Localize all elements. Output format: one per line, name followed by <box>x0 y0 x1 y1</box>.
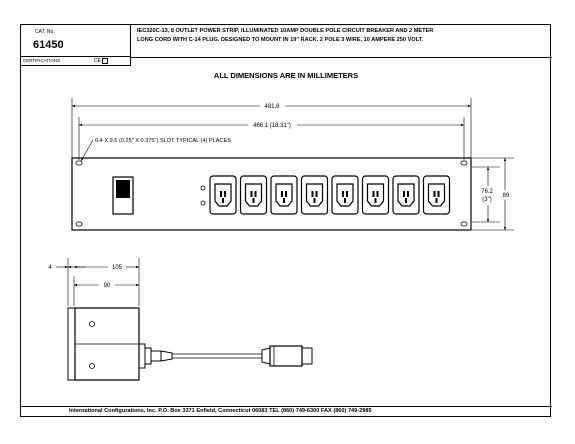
dimension-side-outer: 105 <box>111 265 123 271</box>
dimension-side-inner: 90 <box>103 283 111 289</box>
mount-slot-bottom-right <box>461 222 467 226</box>
outlet-4 <box>302 176 328 214</box>
dimension-side <box>56 258 139 306</box>
description-line-1: IEC320C-13, 8 OUTLET POWER STRIP, ILLUMINATED 10AMP DOUBLE POLE CIRCUIT BREAKER AND 2 METER <box>137 28 434 34</box>
dimension-overall-label: 481.6 <box>264 104 280 110</box>
circuit-breaker-rocker <box>116 180 130 198</box>
outlet-5 <box>332 176 358 214</box>
outlet-1 <box>210 176 236 214</box>
dimension-note: ALL DIMENSIONS ARE IN MILLIMETERS <box>213 71 359 80</box>
ce-mark: CE <box>94 58 101 64</box>
outlet-8 <box>424 176 450 214</box>
dimension-height-inner: 76.2 <box>481 189 493 195</box>
outlet-7 <box>393 176 419 214</box>
screw-top <box>201 186 205 190</box>
dimension-side-offset: 4 <box>48 265 52 271</box>
mount-slot-top-right <box>461 161 467 165</box>
outlet-3 <box>271 176 297 214</box>
side-view <box>68 308 312 380</box>
outlet-2 <box>241 176 267 214</box>
slot-note: 6.4 X 9.5 (0.25" X 0.375") SLOT TYPICAL (4) PLACES <box>95 138 232 144</box>
mount-slot-top-left <box>76 161 82 165</box>
footer-company: International Configurations, Inc. P.O. Box 3371 Enfield, Connecticut 06083 TEL (860) 749-6300 FAX (860) 749-2985 <box>69 408 372 414</box>
cat-number: 61450 <box>33 39 64 51</box>
screw-bottom <box>201 201 205 205</box>
cat-number-label: CAT. No. <box>35 29 55 35</box>
mount-slot-bottom-left <box>76 222 82 226</box>
outlet-row <box>210 176 450 214</box>
certification-label: CERTIFICATIONS <box>23 58 61 63</box>
outlet-6 <box>363 176 389 214</box>
dimension-height-inner-in: (3") <box>482 197 492 203</box>
dimension-height-outer: 89 <box>502 193 510 199</box>
dimension-mount-label: 466.1 (18.31") <box>253 123 291 129</box>
description-line-2: LONG CORD WITH C-14 PLUG. DESIGNED TO MOUNT IN 19" RACK. 2 POLE 3 WIRE, 10 AMPERE 250 VOLT. <box>137 37 424 43</box>
